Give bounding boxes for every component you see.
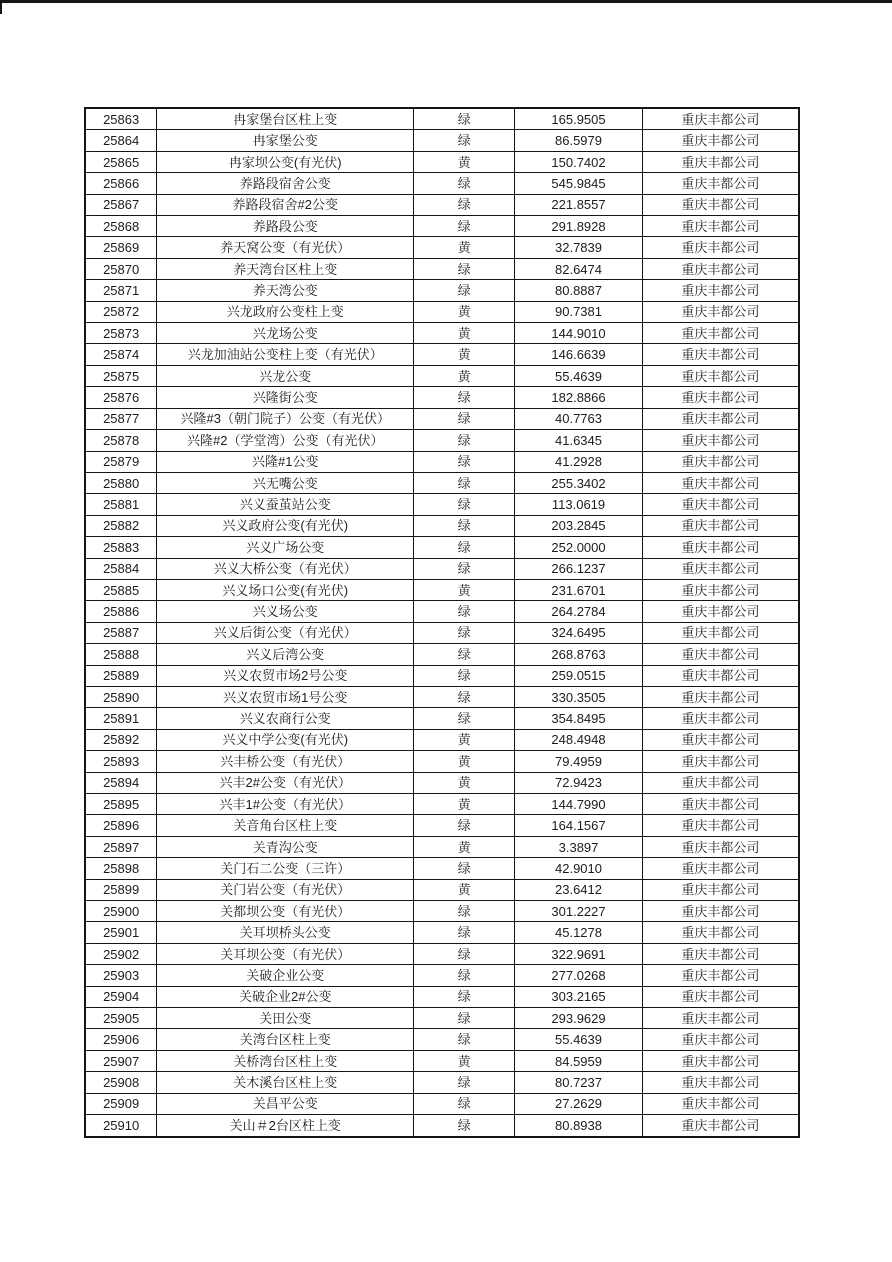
cell-name: 关都坝公变（有光伏） <box>157 901 414 922</box>
table-row <box>85 301 799 322</box>
cell-status: 绿 <box>414 686 515 707</box>
cell-value: 82.6474 <box>515 258 642 279</box>
cell-name: 兴龙加油站公变柱上变（有光伏） <box>157 344 414 365</box>
cell-company: 重庆丰都公司 <box>642 622 799 643</box>
cell-id: 25900 <box>85 901 157 922</box>
cell-name: 关破企业2#公变 <box>157 986 414 1007</box>
cell-id: 25882 <box>85 515 157 536</box>
cell-status: 黄 <box>414 1050 515 1071</box>
table-row <box>85 537 799 558</box>
cell-value: 255.3402 <box>515 472 642 493</box>
cell-status: 绿 <box>414 451 515 472</box>
cell-value: 23.6412 <box>515 879 642 900</box>
table-row <box>85 451 799 472</box>
table-row <box>85 108 799 130</box>
table-row <box>85 194 799 215</box>
cell-value: 221.8557 <box>515 194 642 215</box>
cell-value: 55.4639 <box>515 365 642 386</box>
cell-company: 重庆丰都公司 <box>642 1072 799 1093</box>
cell-id: 25880 <box>85 472 157 493</box>
cell-company: 重庆丰都公司 <box>642 1008 799 1029</box>
cell-value: 84.5959 <box>515 1050 642 1071</box>
cell-id: 25868 <box>85 216 157 237</box>
cell-value: 32.7839 <box>515 237 642 258</box>
cell-id: 25885 <box>85 579 157 600</box>
cell-id: 25889 <box>85 665 157 686</box>
cell-name: 兴隆街公变 <box>157 387 414 408</box>
table-row <box>85 751 799 772</box>
cell-value: 291.8928 <box>515 216 642 237</box>
cell-name: 兴无嘴公变 <box>157 472 414 493</box>
cell-value: 231.6701 <box>515 579 642 600</box>
cell-id: 25884 <box>85 558 157 579</box>
cell-company: 重庆丰都公司 <box>642 815 799 836</box>
cell-status: 绿 <box>414 601 515 622</box>
cell-status: 绿 <box>414 922 515 943</box>
cell-name: 关破企业公变 <box>157 965 414 986</box>
cell-status: 黄 <box>414 301 515 322</box>
cell-name: 兴丰2#公变（有光伏） <box>157 772 414 793</box>
cell-company: 重庆丰都公司 <box>642 323 799 344</box>
cell-name: 兴丰1#公变（有光伏） <box>157 794 414 815</box>
cell-status: 绿 <box>414 280 515 301</box>
cell-id: 25878 <box>85 430 157 451</box>
cell-company: 重庆丰都公司 <box>642 644 799 665</box>
table-body <box>85 108 799 1137</box>
cell-name: 兴龙政府公变柱上变 <box>157 301 414 322</box>
table-row <box>85 815 799 836</box>
cell-name: 兴丰桥公变（有光伏） <box>157 751 414 772</box>
table-row <box>85 665 799 686</box>
cell-company: 重庆丰都公司 <box>642 686 799 707</box>
cell-value: 354.8495 <box>515 708 642 729</box>
cell-company: 重庆丰都公司 <box>642 708 799 729</box>
cell-status: 黄 <box>414 772 515 793</box>
table-row <box>85 494 799 515</box>
cell-company: 重庆丰都公司 <box>642 965 799 986</box>
cell-value: 3.3897 <box>515 836 642 857</box>
table-row <box>85 258 799 279</box>
cell-id: 25895 <box>85 794 157 815</box>
table-row <box>85 430 799 451</box>
cell-name: 关音角台区柱上变 <box>157 815 414 836</box>
cell-status: 绿 <box>414 622 515 643</box>
cell-status: 黄 <box>414 879 515 900</box>
cell-name: 冉家堡台区柱上变 <box>157 108 414 130</box>
cell-company: 重庆丰都公司 <box>642 408 799 429</box>
cell-id: 25901 <box>85 922 157 943</box>
cell-id: 25875 <box>85 365 157 386</box>
cell-status: 绿 <box>414 515 515 536</box>
cell-name: 养天窝公变（有光伏） <box>157 237 414 258</box>
cell-company: 重庆丰都公司 <box>642 858 799 879</box>
table-row <box>85 558 799 579</box>
table-row <box>85 408 799 429</box>
cell-status: 绿 <box>414 965 515 986</box>
cell-value: 164.1567 <box>515 815 642 836</box>
cell-status: 黄 <box>414 729 515 750</box>
cell-company: 重庆丰都公司 <box>642 194 799 215</box>
cell-company: 重庆丰都公司 <box>642 108 799 130</box>
table-row <box>85 472 799 493</box>
cell-status: 黄 <box>414 836 515 857</box>
cell-value: 252.0000 <box>515 537 642 558</box>
cell-status: 绿 <box>414 430 515 451</box>
cell-id: 25870 <box>85 258 157 279</box>
cell-name: 关门岩公变（有光伏） <box>157 879 414 900</box>
cell-name: 兴义场公变 <box>157 601 414 622</box>
cell-status: 黄 <box>414 237 515 258</box>
cell-id: 25864 <box>85 130 157 151</box>
cell-value: 182.8866 <box>515 387 642 408</box>
cell-name: 兴义中学公变(有光伏) <box>157 729 414 750</box>
cell-id: 25866 <box>85 173 157 194</box>
cell-id: 25886 <box>85 601 157 622</box>
table-row <box>85 901 799 922</box>
table-row <box>85 986 799 1007</box>
cell-value: 277.0268 <box>515 965 642 986</box>
table-row <box>85 344 799 365</box>
cell-value: 150.7402 <box>515 151 642 172</box>
table-row <box>85 922 799 943</box>
cell-name: 养路段宿舍公变 <box>157 173 414 194</box>
transformer-table-container <box>84 107 800 1138</box>
cell-status: 绿 <box>414 472 515 493</box>
table-row <box>85 237 799 258</box>
cell-id: 25899 <box>85 879 157 900</box>
cell-company: 重庆丰都公司 <box>642 558 799 579</box>
cell-company: 重庆丰都公司 <box>642 579 799 600</box>
table-row <box>85 280 799 301</box>
cell-status: 绿 <box>414 665 515 686</box>
cell-id: 25876 <box>85 387 157 408</box>
cell-id: 25877 <box>85 408 157 429</box>
cell-company: 重庆丰都公司 <box>642 1050 799 1071</box>
cell-value: 146.6639 <box>515 344 642 365</box>
cell-status: 绿 <box>414 1029 515 1050</box>
cell-id: 25896 <box>85 815 157 836</box>
cell-status: 黄 <box>414 323 515 344</box>
cell-value: 165.9505 <box>515 108 642 130</box>
table-row <box>85 622 799 643</box>
table-row <box>85 794 799 815</box>
cell-company: 重庆丰都公司 <box>642 344 799 365</box>
table-row <box>85 216 799 237</box>
cell-company: 重庆丰都公司 <box>642 494 799 515</box>
cell-value: 27.2629 <box>515 1093 642 1114</box>
cell-name: 关桥湾台区柱上变 <box>157 1050 414 1071</box>
cell-id: 25902 <box>85 943 157 964</box>
cell-value: 80.8938 <box>515 1115 642 1137</box>
cell-id: 25883 <box>85 537 157 558</box>
cell-status: 绿 <box>414 194 515 215</box>
cell-value: 113.0619 <box>515 494 642 515</box>
cell-value: 266.1237 <box>515 558 642 579</box>
cell-id: 25907 <box>85 1050 157 1071</box>
cell-company: 重庆丰都公司 <box>642 301 799 322</box>
cell-id: 25887 <box>85 622 157 643</box>
cell-value: 303.2165 <box>515 986 642 1007</box>
cell-id: 25867 <box>85 194 157 215</box>
cell-status: 黄 <box>414 794 515 815</box>
cell-company: 重庆丰都公司 <box>642 151 799 172</box>
cell-id: 25863 <box>85 108 157 130</box>
table-row <box>85 708 799 729</box>
table-row <box>85 365 799 386</box>
cell-company: 重庆丰都公司 <box>642 751 799 772</box>
table-row <box>85 686 799 707</box>
cell-id: 25904 <box>85 986 157 1007</box>
cell-company: 重庆丰都公司 <box>642 472 799 493</box>
cell-status: 绿 <box>414 108 515 130</box>
table-row <box>85 579 799 600</box>
table-row <box>85 879 799 900</box>
table-row <box>85 1093 799 1114</box>
cell-name: 兴隆#3（朝门院子）公变（有光伏） <box>157 408 414 429</box>
cell-name: 养天湾公变 <box>157 280 414 301</box>
cell-company: 重庆丰都公司 <box>642 515 799 536</box>
cell-company: 重庆丰都公司 <box>642 729 799 750</box>
cell-company: 重庆丰都公司 <box>642 601 799 622</box>
cell-name: 兴隆#2（学堂湾）公变（有光伏） <box>157 430 414 451</box>
cell-status: 黄 <box>414 751 515 772</box>
cell-value: 268.8763 <box>515 644 642 665</box>
cell-value: 41.6345 <box>515 430 642 451</box>
cell-status: 黄 <box>414 365 515 386</box>
cell-name: 冉家坝公变(有光伏) <box>157 151 414 172</box>
cell-company: 重庆丰都公司 <box>642 430 799 451</box>
cell-status: 黄 <box>414 151 515 172</box>
cell-status: 绿 <box>414 815 515 836</box>
cell-status: 绿 <box>414 1072 515 1093</box>
cell-value: 80.7237 <box>515 1072 642 1093</box>
table-row <box>85 772 799 793</box>
cell-company: 重庆丰都公司 <box>642 451 799 472</box>
cell-name: 兴龙公变 <box>157 365 414 386</box>
cell-value: 259.0515 <box>515 665 642 686</box>
cell-status: 绿 <box>414 1008 515 1029</box>
cell-value: 545.9845 <box>515 173 642 194</box>
cell-name: 兴义农贸市场2号公变 <box>157 665 414 686</box>
cell-value: 293.9629 <box>515 1008 642 1029</box>
cell-value: 144.7990 <box>515 794 642 815</box>
cell-company: 重庆丰都公司 <box>642 943 799 964</box>
cell-value: 144.9010 <box>515 323 642 344</box>
cell-name: 关田公变 <box>157 1008 414 1029</box>
cell-status: 黄 <box>414 344 515 365</box>
cell-value: 330.3505 <box>515 686 642 707</box>
cell-name: 兴义场口公变(有光伏) <box>157 579 414 600</box>
cell-value: 79.4959 <box>515 751 642 772</box>
cell-name: 关青沟公变 <box>157 836 414 857</box>
cell-value: 80.8887 <box>515 280 642 301</box>
cell-value: 41.2928 <box>515 451 642 472</box>
table-row <box>85 515 799 536</box>
cell-id: 25897 <box>85 836 157 857</box>
cell-company: 重庆丰都公司 <box>642 258 799 279</box>
cell-status: 绿 <box>414 173 515 194</box>
cell-name: 兴义政府公变(有光伏) <box>157 515 414 536</box>
cell-id: 25879 <box>85 451 157 472</box>
cell-company: 重庆丰都公司 <box>642 772 799 793</box>
cell-company: 重庆丰都公司 <box>642 387 799 408</box>
cell-id: 25890 <box>85 686 157 707</box>
cell-company: 重庆丰都公司 <box>642 365 799 386</box>
cell-id: 25906 <box>85 1029 157 1050</box>
cell-id: 25910 <box>85 1115 157 1137</box>
table-row <box>85 943 799 964</box>
cell-id: 25893 <box>85 751 157 772</box>
cell-company: 重庆丰都公司 <box>642 794 799 815</box>
cell-company: 重庆丰都公司 <box>642 665 799 686</box>
table-row <box>85 729 799 750</box>
table-row <box>85 965 799 986</box>
cell-status: 绿 <box>414 408 515 429</box>
cell-status: 绿 <box>414 558 515 579</box>
table-row <box>85 1029 799 1050</box>
cell-id: 25898 <box>85 858 157 879</box>
cell-id: 25869 <box>85 237 157 258</box>
table-row <box>85 836 799 857</box>
scan-edge-top <box>0 0 892 3</box>
table-row <box>85 130 799 151</box>
cell-name: 兴义农商行公变 <box>157 708 414 729</box>
cell-id: 25872 <box>85 301 157 322</box>
cell-value: 322.9691 <box>515 943 642 964</box>
table-row <box>85 1008 799 1029</box>
cell-value: 248.4948 <box>515 729 642 750</box>
table-row <box>85 387 799 408</box>
cell-value: 203.2845 <box>515 515 642 536</box>
cell-value: 264.2784 <box>515 601 642 622</box>
cell-value: 42.9010 <box>515 858 642 879</box>
cell-id: 25894 <box>85 772 157 793</box>
cell-name: 养路段宿舍#2公变 <box>157 194 414 215</box>
cell-id: 25874 <box>85 344 157 365</box>
cell-value: 86.5979 <box>515 130 642 151</box>
cell-name: 兴义后湾公变 <box>157 644 414 665</box>
cell-status: 绿 <box>414 858 515 879</box>
cell-value: 45.1278 <box>515 922 642 943</box>
scan-edge-left <box>0 0 2 14</box>
cell-name: 关昌平公变 <box>157 1093 414 1114</box>
cell-id: 25909 <box>85 1093 157 1114</box>
cell-company: 重庆丰都公司 <box>642 986 799 1007</box>
cell-name: 养路段公变 <box>157 216 414 237</box>
cell-status: 绿 <box>414 986 515 1007</box>
cell-status: 绿 <box>414 537 515 558</box>
cell-company: 重庆丰都公司 <box>642 173 799 194</box>
cell-name: 关门石二公变（三许） <box>157 858 414 879</box>
cell-value: 55.4639 <box>515 1029 642 1050</box>
cell-name: 兴隆#1公变 <box>157 451 414 472</box>
cell-status: 绿 <box>414 943 515 964</box>
cell-value: 90.7381 <box>515 301 642 322</box>
cell-id: 25892 <box>85 729 157 750</box>
cell-status: 绿 <box>414 901 515 922</box>
cell-company: 重庆丰都公司 <box>642 1115 799 1137</box>
cell-id: 25873 <box>85 323 157 344</box>
table-row <box>85 173 799 194</box>
cell-id: 25871 <box>85 280 157 301</box>
cell-name: 养天湾台区柱上变 <box>157 258 414 279</box>
cell-id: 25908 <box>85 1072 157 1093</box>
cell-id: 25888 <box>85 644 157 665</box>
cell-status: 绿 <box>414 708 515 729</box>
table-row <box>85 601 799 622</box>
cell-company: 重庆丰都公司 <box>642 901 799 922</box>
cell-company: 重庆丰都公司 <box>642 216 799 237</box>
table-row <box>85 1072 799 1093</box>
cell-value: 40.7763 <box>515 408 642 429</box>
cell-name: 兴义大桥公变（有光伏） <box>157 558 414 579</box>
cell-company: 重庆丰都公司 <box>642 836 799 857</box>
cell-id: 25891 <box>85 708 157 729</box>
table-row <box>85 644 799 665</box>
cell-company: 重庆丰都公司 <box>642 1093 799 1114</box>
cell-value: 324.6495 <box>515 622 642 643</box>
cell-name: 关湾台区柱上变 <box>157 1029 414 1050</box>
cell-status: 绿 <box>414 1115 515 1137</box>
table-row <box>85 1115 799 1137</box>
cell-company: 重庆丰都公司 <box>642 879 799 900</box>
cell-name: 兴义蚕茧站公变 <box>157 494 414 515</box>
cell-name: 兴义广场公变 <box>157 537 414 558</box>
cell-company: 重庆丰都公司 <box>642 237 799 258</box>
cell-name: 兴义农贸市场1号公变 <box>157 686 414 707</box>
cell-id: 25903 <box>85 965 157 986</box>
cell-value: 301.2227 <box>515 901 642 922</box>
cell-status: 绿 <box>414 644 515 665</box>
cell-name: 关耳坝桥头公变 <box>157 922 414 943</box>
cell-company: 重庆丰都公司 <box>642 537 799 558</box>
cell-name: 兴义后街公变（有光伏） <box>157 622 414 643</box>
cell-id: 25881 <box>85 494 157 515</box>
cell-company: 重庆丰都公司 <box>642 922 799 943</box>
cell-id: 25905 <box>85 1008 157 1029</box>
cell-name: 兴龙场公变 <box>157 323 414 344</box>
cell-status: 绿 <box>414 494 515 515</box>
cell-status: 绿 <box>414 130 515 151</box>
transformer-table <box>84 107 800 1138</box>
cell-name: 冉家堡公变 <box>157 130 414 151</box>
cell-value: 72.9423 <box>515 772 642 793</box>
cell-name: 关木溪台区柱上变 <box>157 1072 414 1093</box>
table-row <box>85 1050 799 1071</box>
cell-status: 绿 <box>414 1093 515 1114</box>
cell-name: 关耳坝公变（有光伏） <box>157 943 414 964</box>
cell-status: 绿 <box>414 258 515 279</box>
cell-company: 重庆丰都公司 <box>642 280 799 301</box>
cell-id: 25865 <box>85 151 157 172</box>
cell-status: 绿 <box>414 387 515 408</box>
cell-status: 黄 <box>414 579 515 600</box>
cell-company: 重庆丰都公司 <box>642 1029 799 1050</box>
cell-name: 关山＃2台区柱上变 <box>157 1115 414 1137</box>
table-row <box>85 323 799 344</box>
table-row <box>85 858 799 879</box>
cell-status: 绿 <box>414 216 515 237</box>
table-row <box>85 151 799 172</box>
cell-company: 重庆丰都公司 <box>642 130 799 151</box>
